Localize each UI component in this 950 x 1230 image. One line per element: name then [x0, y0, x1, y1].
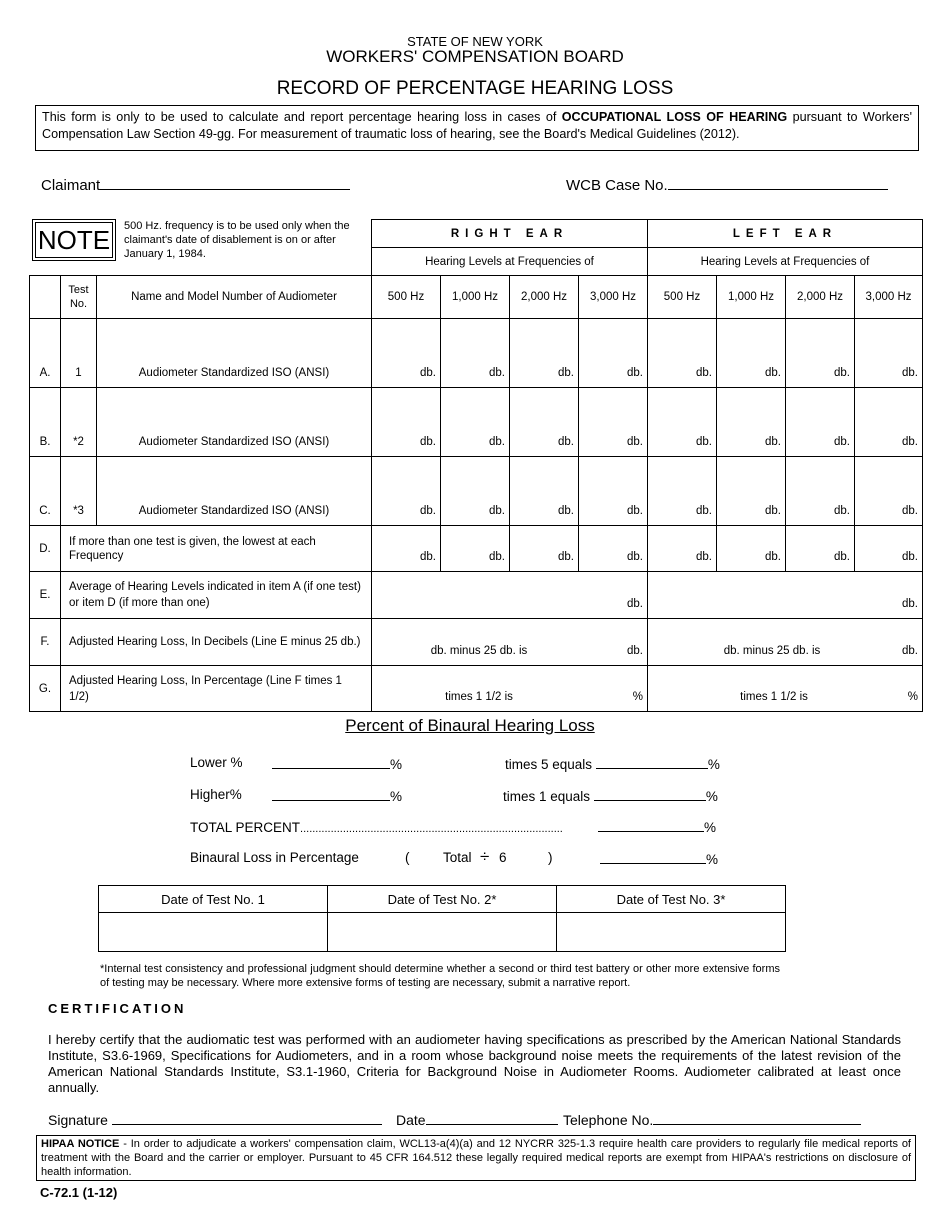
- left-adjusted-pct-cell[interactable]: [648, 666, 923, 712]
- hipaa-bold: HIPAA NOTICE: [41, 1138, 120, 1150]
- db-cell[interactable]: db.: [579, 526, 648, 572]
- db-cell[interactable]: db.: [648, 457, 717, 526]
- freq-header: 3,000 Hz: [855, 276, 923, 319]
- certification-title: CERTIFICATION: [48, 1001, 187, 1016]
- signature-input[interactable]: [112, 1111, 382, 1125]
- row-letter: D.: [30, 526, 61, 572]
- test-number: *2: [61, 388, 97, 457]
- case-label: WCB Case No.: [566, 177, 668, 194]
- db-cell[interactable]: db.: [510, 526, 579, 572]
- times-label: times 1 1/2 is: [740, 691, 808, 703]
- test-no-header: Test No.: [61, 276, 97, 319]
- table-row: [30, 619, 923, 666]
- db-cell[interactable]: db.: [510, 319, 579, 388]
- state-heading: STATE OF NEW YORK: [407, 34, 543, 49]
- times5-field: [505, 755, 720, 772]
- hipaa-notice: [36, 1135, 916, 1181]
- db-cell[interactable]: db.: [648, 388, 717, 457]
- date-header: Date of Test No. 1: [99, 886, 328, 913]
- hearing-table: [29, 275, 923, 712]
- total-input[interactable]: [598, 818, 704, 832]
- claimant-field: [41, 176, 350, 194]
- freq-header: 500 Hz: [372, 276, 441, 319]
- intro-bold: OCCUPATIONAL LOSS OF HEARING: [561, 110, 788, 124]
- table-row: [30, 388, 923, 457]
- signature-label: Signature: [48, 1112, 108, 1128]
- higher-input[interactable]: [272, 787, 390, 801]
- higher-field: [272, 787, 402, 804]
- column-header-row: [30, 276, 923, 319]
- db-unit: db.: [902, 645, 918, 657]
- times5-label: times 5 equals: [505, 757, 593, 772]
- right-adjusted-pct-cell[interactable]: [372, 666, 648, 712]
- table-row: [30, 319, 923, 388]
- form-number: C-72.1 (1-12): [40, 1185, 118, 1200]
- pct-sign: %: [707, 757, 720, 772]
- pct-unit: %: [907, 691, 918, 703]
- binaural-input[interactable]: [600, 850, 706, 864]
- audiometer-name: Audiometer Standardized ISO (ANSI): [97, 319, 372, 388]
- lower-input[interactable]: [272, 755, 390, 769]
- date-input[interactable]: [426, 1111, 558, 1125]
- right-ear-heading: RIGHT EAR: [372, 220, 648, 248]
- db-cell[interactable]: db.: [441, 388, 510, 457]
- right-average-cell[interactable]: db.: [372, 572, 648, 619]
- telephone-label: Telephone No.: [563, 1112, 654, 1128]
- binaural-title: Percent of Binaural Hearing Loss: [345, 716, 595, 735]
- date-input-cell[interactable]: [557, 913, 786, 952]
- claimant-label: Claimant: [41, 177, 101, 194]
- pct-unit: %: [632, 691, 643, 703]
- divide-icon: ÷: [480, 847, 490, 866]
- total-field: [190, 818, 720, 835]
- db-cell[interactable]: db.: [786, 388, 855, 457]
- date-label: Date: [396, 1112, 426, 1128]
- db-cell[interactable]: db.: [372, 388, 441, 457]
- left-ear-heading: LEFT EAR: [648, 220, 923, 248]
- db-cell[interactable]: db.: [717, 457, 786, 526]
- audiometer-name: Audiometer Standardized ISO (ANSI): [97, 457, 372, 526]
- freq-header: 1,000 Hz: [717, 276, 786, 319]
- audiometer-name-header: Name and Model Number of Audiometer: [97, 276, 372, 319]
- total-dots: ......................................................................................: [300, 823, 563, 835]
- db-cell[interactable]: db.: [717, 388, 786, 457]
- board-heading: WORKERS' COMPENSATION BOARD: [326, 47, 624, 66]
- higher-label: Higher%: [190, 787, 242, 802]
- db-cell[interactable]: db.: [855, 457, 923, 526]
- row-letter: C.: [30, 457, 61, 526]
- case-field: [566, 176, 888, 194]
- times1-label: times 1 equals: [503, 789, 591, 804]
- db-cell[interactable]: db.: [579, 388, 648, 457]
- db-cell[interactable]: db.: [648, 319, 717, 388]
- signature-field: [48, 1111, 382, 1128]
- audiometer-name: Audiometer Standardized ISO (ANSI): [97, 388, 372, 457]
- row-letter: G.: [30, 666, 61, 712]
- db-cell[interactable]: db.: [786, 457, 855, 526]
- pct-sign: %: [390, 757, 403, 772]
- left-adjusted-db-cell[interactable]: [648, 619, 923, 666]
- db-cell[interactable]: db.: [855, 319, 923, 388]
- db-cell[interactable]: db.: [441, 319, 510, 388]
- note-text: 500 Hz. frequency is to be used only when the claimant's date of disablement is on or after January 1, 1984.: [124, 220, 350, 260]
- note-box: NOTE: [32, 219, 116, 261]
- db-cell[interactable]: db.: [786, 319, 855, 388]
- binaural-loss-label: Binaural Loss in Percentage: [190, 850, 359, 865]
- dates-table: [98, 885, 786, 952]
- table-row: [30, 666, 923, 712]
- table-row: [30, 526, 923, 572]
- db-cell[interactable]: db.: [855, 388, 923, 457]
- db-cell[interactable]: db.: [510, 388, 579, 457]
- date-input-cell[interactable]: [328, 913, 557, 952]
- freq-header: 1,000 Hz: [441, 276, 510, 319]
- freq-header: 3,000 Hz: [579, 276, 648, 319]
- date-header: Date of Test No. 3*: [557, 886, 786, 913]
- right-hearing-levels: Hearing Levels at Frequencies of: [372, 248, 648, 276]
- pct-sign: %: [705, 789, 718, 804]
- row-d-text: If more than one test is given, the lowest at each Frequency: [61, 526, 372, 572]
- freq-header: 2,000 Hz: [786, 276, 855, 319]
- db-cell[interactable]: db.: [441, 526, 510, 572]
- case-number-input[interactable]: [668, 176, 888, 190]
- row-f-text: Adjusted Hearing Loss, In Decibels (Line E minus 25 db.): [61, 619, 372, 666]
- left-average-cell[interactable]: db.: [648, 572, 923, 619]
- ear-header-table: [371, 219, 923, 276]
- certification-text: I hereby certify that the audiomatic test was performed with an audiometer having specifications as prescribed by the American National Standards Institute, S3.6-1969, Specifications for Audiometers, and in a room whose background noise meets the requirements of the latest revision of the American National Standards Institute, S3.1-1960, Criteria for Background Noise in Audiometer Rooms. Audiometer calibrated at least once annually.: [48, 1032, 901, 1095]
- times5-input[interactable]: [596, 755, 708, 769]
- times1-input[interactable]: [594, 787, 706, 801]
- row-letter: B.: [30, 388, 61, 457]
- db-cell[interactable]: db.: [786, 526, 855, 572]
- minus-25-label: db. minus 25 db. is: [430, 645, 528, 657]
- lower-label: Lower %: [190, 755, 243, 770]
- db-cell[interactable]: db.: [372, 319, 441, 388]
- freq-header: 2,000 Hz: [510, 276, 579, 319]
- claimant-input[interactable]: [100, 176, 350, 190]
- telephone-field: [563, 1111, 861, 1128]
- footnote: *Internal test consistency and professional judgment should determine whether a second or third test battery or other more extensive forms of testing may be necessary. Where more extensive forms of testing are necessary, submit a narrative report.: [100, 963, 780, 989]
- db-cell[interactable]: db.: [441, 457, 510, 526]
- pct-sign: %: [706, 852, 719, 867]
- pct-sign: %: [390, 789, 403, 804]
- row-e-text: Average of Hearing Levels indicated in item A (if one test) or item D (if more than one): [61, 572, 372, 619]
- db-cell[interactable]: db.: [372, 526, 441, 572]
- db-cell[interactable]: db.: [372, 457, 441, 526]
- intro-text-2: pursuant to Workers' Compensation Law Section 49-gg. For measurement of traumatic loss of hearing, see the Board's Medical Guidelines (2012).: [42, 110, 912, 141]
- left-hearing-levels: Hearing Levels at Frequencies of: [648, 248, 923, 276]
- six-number: 6: [499, 850, 507, 865]
- right-adjusted-db-cell[interactable]: [372, 619, 648, 666]
- db-cell[interactable]: db.: [510, 457, 579, 526]
- test-number: 1: [61, 319, 97, 388]
- db-cell[interactable]: db.: [579, 319, 648, 388]
- date-field: [396, 1111, 558, 1128]
- hipaa-text: - In order to adjudicate a workers' compensation claim, WCL13-a(4)(a) and 12 NYCRR 325-1.3 require health care providers to regularly file medical reports of treatment with the Board and the carrier or employer. Pursuant to 45 CFR 164.512 these legally required medical reports are exempt from HIPAA's restrictions on disclosure of health information.: [41, 1138, 911, 1178]
- row-letter: A.: [30, 319, 61, 388]
- db-unit: db.: [627, 645, 643, 657]
- form-title: RECORD OF PERCENTAGE HEARING LOSS: [276, 78, 674, 99]
- row-letter: E.: [30, 572, 61, 619]
- pct-sign: %: [704, 820, 717, 835]
- intro-box: [35, 105, 919, 151]
- lower-field: [272, 755, 402, 772]
- row-g-text: Adjusted Hearing Loss, In Percentage (Line F times 1 1/2): [61, 666, 372, 712]
- db-cell[interactable]: db.: [855, 526, 923, 572]
- total-label: TOTAL PERCENT: [190, 820, 301, 835]
- table-row: [30, 572, 923, 619]
- total-word: Total: [443, 850, 472, 865]
- intro-text: This form is only to be used to calculate and report percentage hearing loss in cases of: [42, 110, 562, 124]
- db-cell[interactable]: db.: [717, 526, 786, 572]
- times-label: times 1 1/2 is: [445, 691, 513, 703]
- db-cell[interactable]: db.: [717, 319, 786, 388]
- times1-field: [503, 787, 718, 804]
- table-row: [30, 457, 923, 526]
- test-number: *3: [61, 457, 97, 526]
- binaural-field: [600, 850, 718, 867]
- telephone-input[interactable]: [653, 1111, 861, 1125]
- row-letter: F.: [30, 619, 61, 666]
- freq-header: 500 Hz: [648, 276, 717, 319]
- date-header: Date of Test No. 2*: [328, 886, 557, 913]
- db-cell[interactable]: db.: [648, 526, 717, 572]
- open-paren: (: [405, 850, 410, 865]
- db-cell[interactable]: db.: [579, 457, 648, 526]
- date-input-cell[interactable]: [99, 913, 328, 952]
- minus-25-label: db. minus 25 db. is: [723, 645, 821, 657]
- close-paren: ): [548, 850, 553, 865]
